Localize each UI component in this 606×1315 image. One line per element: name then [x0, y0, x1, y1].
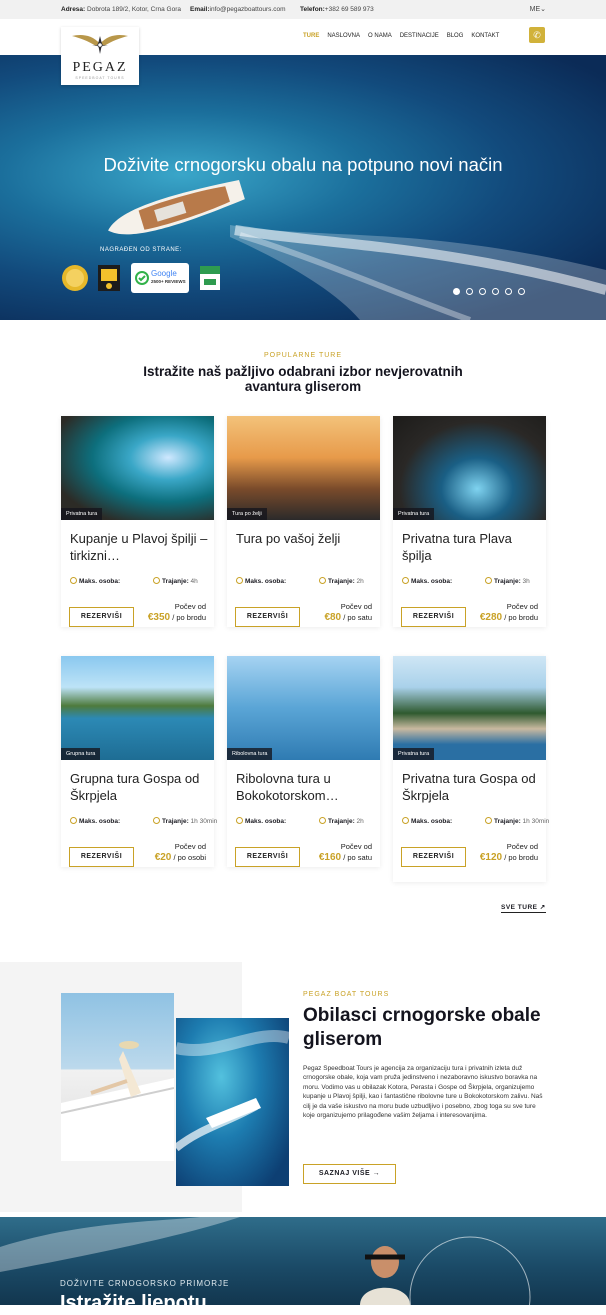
- tour-title[interactable]: Privatna tura Gospa od Škrpjela: [402, 771, 536, 803]
- bottom-title: Istražite ljepotu: [60, 1292, 207, 1314]
- tour-meta: [402, 577, 542, 585]
- book-button[interactable]: REZERVIŠI: [401, 847, 466, 867]
- person-icon: [236, 817, 243, 824]
- award-badge-green: [199, 263, 221, 293]
- tour-meta: [70, 577, 210, 585]
- tour-card[interactable]: [227, 656, 380, 867]
- max-persons-label: Maks. osoba:: [411, 578, 453, 585]
- hero-title: Doživite crnogorsku obalu na potpuno novi način: [103, 154, 503, 175]
- address-label: Adresa:: [61, 6, 86, 13]
- book-button[interactable]: REZERVIŠI: [69, 607, 134, 627]
- about-image-boat: [176, 1018, 289, 1186]
- tour-card[interactable]: [393, 656, 550, 882]
- book-button[interactable]: REZERVIŠI: [235, 847, 300, 867]
- duration-info: [153, 577, 198, 585]
- bottom-kicker: DOŽIVITE CRNOGORSKO PRIMORJE: [60, 1279, 230, 1288]
- duration-info: [153, 817, 217, 825]
- price-unit: / po satu: [343, 613, 372, 622]
- price-amount: €350: [147, 612, 171, 623]
- tour-title[interactable]: Kupanje u Plavoj špilji – tirkizni…: [70, 531, 208, 563]
- tour-meta: [236, 817, 376, 825]
- clock-icon: [319, 817, 326, 824]
- nav-item-blog[interactable]: BLOG: [446, 33, 464, 39]
- tour-meta: [70, 817, 218, 825]
- tour-price: [134, 841, 206, 863]
- duration-value: 4h: [190, 578, 198, 585]
- all-tours-link[interactable]: SVE TURE ↗: [501, 904, 546, 911]
- tour-price: [134, 601, 206, 623]
- tour-image[interactable]: [61, 416, 214, 520]
- language-switcher[interactable]: [530, 5, 546, 13]
- duration-value: 2h: [356, 578, 364, 585]
- sea-wake-image: [0, 55, 606, 320]
- tour-meta: [236, 577, 376, 585]
- award-badge-gold: [61, 263, 89, 293]
- tour-tag: Tura po želji: [227, 508, 267, 520]
- language-label[interactable]: ME: [529, 6, 541, 13]
- tour-tag: Grupna tura: [61, 748, 100, 760]
- slider-dot[interactable]: [466, 288, 473, 295]
- clock-icon: [485, 817, 492, 824]
- price-from-label: Počev od: [174, 602, 206, 611]
- tour-price: [300, 601, 372, 623]
- google-reviews-badge: [131, 263, 189, 293]
- tour-card[interactable]: [61, 656, 218, 867]
- price-from-label: Počev od: [174, 842, 206, 851]
- duration-info: [485, 817, 549, 825]
- clock-icon: [485, 577, 492, 584]
- price-amount: €20: [154, 852, 172, 863]
- price-amount: €160: [318, 852, 342, 863]
- tour-card[interactable]: [61, 416, 214, 627]
- clock-icon: [153, 817, 160, 824]
- tour-tag: Privatna tura: [393, 508, 434, 520]
- slider-dot[interactable]: [453, 288, 460, 295]
- price-amount: €280: [479, 612, 503, 623]
- chevron-down-icon: ⌄: [540, 6, 546, 13]
- logo-tagline: SPEEDBOAT TOURS: [75, 76, 125, 80]
- tour-tag: Ribolovna tura: [227, 748, 272, 760]
- nav-item-naslovna[interactable]: NASLOVNA: [327, 33, 361, 39]
- about-title: Obilasci crnogorske obale gliserom: [303, 1005, 541, 1050]
- person-icon: [70, 577, 77, 584]
- duration-label: Trajanje:: [494, 578, 521, 585]
- person-icon: [402, 817, 409, 824]
- price-from-label: Počev od: [340, 602, 372, 611]
- duration-info: [319, 817, 364, 825]
- price-amount: €120: [479, 852, 503, 863]
- tour-card[interactable]: [227, 416, 380, 627]
- tour-image[interactable]: [227, 416, 380, 520]
- google-label: Google: [151, 269, 177, 278]
- duration-value: 3h: [522, 578, 530, 585]
- tour-image[interactable]: [61, 656, 214, 760]
- logo-name: PEGAZ: [72, 60, 128, 75]
- phone-link[interactable]: +382 69 589 973: [324, 6, 374, 13]
- person-icon: [236, 577, 243, 584]
- duration-label: Trajanje:: [328, 578, 355, 585]
- phone-button[interactable]: [529, 27, 545, 43]
- duration-info: [319, 577, 364, 585]
- slider-dot[interactable]: [492, 288, 499, 295]
- tour-image[interactable]: [393, 656, 546, 760]
- email-label: Email:: [190, 6, 210, 13]
- price-amount: €80: [324, 612, 342, 623]
- address-info: [61, 6, 181, 13]
- logo[interactable]: [61, 27, 139, 85]
- nav-item-o-nama[interactable]: O NAMA: [368, 33, 392, 39]
- hero-slider-dots: [453, 282, 531, 300]
- pegasus-wings-icon: [70, 30, 130, 60]
- hero-banner: [0, 55, 606, 320]
- price-unit: / po satu: [343, 853, 372, 862]
- email-link[interactable]: info@pegazboattours.com: [209, 6, 286, 13]
- phone-icon: ✆: [533, 30, 541, 40]
- tour-title[interactable]: Privatna tura Plava špilja: [402, 531, 512, 563]
- phone-info[interactable]: [300, 6, 374, 13]
- email-info[interactable]: [190, 6, 286, 13]
- tour-image[interactable]: [227, 656, 380, 760]
- duration-value: 1h 30min: [522, 818, 550, 825]
- price-unit: / po osobi: [173, 853, 206, 862]
- book-button[interactable]: REZERVIŠI: [69, 847, 134, 867]
- max-persons-label: Maks. osoba:: [411, 818, 453, 825]
- clock-icon: [153, 577, 160, 584]
- price-unit: / po brodu: [172, 613, 206, 622]
- tour-image[interactable]: [393, 416, 546, 520]
- about-kicker: PEGAZ BOAT TOURS: [303, 991, 390, 998]
- max-persons-label: Maks. osoba:: [245, 578, 287, 585]
- nav-item-ture[interactable]: TURE: [303, 33, 320, 39]
- about-image-yacht: [61, 993, 174, 1161]
- phone-label: Telefon:: [300, 6, 325, 13]
- slider-dot[interactable]: [479, 288, 486, 295]
- learn-more-button[interactable]: SAZNAJ VIŠE →: [303, 1164, 396, 1184]
- nav-item-kontakt[interactable]: KONTAKT: [471, 33, 500, 39]
- max-persons-label: Maks. osoba:: [79, 578, 121, 585]
- slider-dot[interactable]: [518, 288, 525, 295]
- person-icon: [70, 817, 77, 824]
- price-unit: / po brodu: [504, 853, 538, 862]
- tour-card[interactable]: [393, 416, 546, 627]
- duration-label: Trajanje:: [494, 818, 521, 825]
- duration-label: Trajanje:: [328, 818, 355, 825]
- tour-price: [466, 601, 538, 623]
- about-text: Pegaz Speedboat Tours je agencija za organizaciju tura i privatnih izleta duž crnogorske obale, koja vam pruža jedinstveno i nezaboravno iskustvo boravka na moru. Vodimo vas u obilazak Kotora, Perasta i Gospe od Škrpjela, organizujemo kupanje u Plavoj špilji, kao i fantastične ribolovne ture u Bokokotorskom zalivu. Naš cilj je da vaše iskustvo na moru bude uzbudljivo i posebno, zbog toga su sve ture koje organizujemo prilagođene vašim željama i interesovanjima.: [303, 1065, 543, 1120]
- max-persons-label: Maks. osoba:: [245, 818, 287, 825]
- clock-icon: [319, 577, 326, 584]
- slider-dot[interactable]: [505, 288, 512, 295]
- tours-kicker: POPULARNE TURE: [263, 352, 343, 359]
- address-value: Dobrota 189/2, Kotor, Crna Gora: [87, 6, 181, 13]
- person-icon: [402, 577, 409, 584]
- top-info-bar: [0, 0, 606, 19]
- max-persons-label: Maks. osoba:: [79, 818, 121, 825]
- tour-title[interactable]: Grupna tura Gospa od Škrpjela: [70, 771, 200, 803]
- duration-label: Trajanje:: [162, 578, 189, 585]
- duration-value: 2h: [356, 818, 364, 825]
- book-button[interactable]: REZERVIŠI: [235, 607, 300, 627]
- tour-tag: Privatna tura: [61, 508, 102, 520]
- award-badge-travellers: [96, 263, 122, 293]
- nav-item-destinacije[interactable]: DESTINACIJE: [399, 33, 439, 39]
- price-from-label: Počev od: [506, 842, 538, 851]
- book-button[interactable]: REZERVIŠI: [401, 607, 466, 627]
- google-reviews-count: 2500+ REVIEWS: [151, 279, 186, 284]
- tour-title[interactable]: Tura po vašoj želji: [236, 531, 341, 546]
- tour-tag: Privatna tura: [393, 748, 434, 760]
- price-from-label: Počev od: [340, 842, 372, 851]
- duration-label: Trajanje:: [162, 818, 189, 825]
- duration-value: 1h 30min: [190, 818, 218, 825]
- tour-price: [300, 841, 372, 863]
- tour-meta: [402, 817, 550, 825]
- main-nav: [303, 33, 507, 39]
- tour-price: [466, 841, 538, 863]
- price-from-label: Počev od: [506, 602, 538, 611]
- tours-title: Istražite naš pažljivo odabrani izbor nevjerovatnih avantura gliserom: [143, 364, 463, 394]
- tour-title[interactable]: Ribolovna tura u Bokokotorskom…: [236, 771, 339, 803]
- duration-info: [485, 577, 530, 585]
- awards-label: NAGRAĐEN OD STRANE:: [100, 247, 182, 253]
- price-unit: / po brodu: [504, 613, 538, 622]
